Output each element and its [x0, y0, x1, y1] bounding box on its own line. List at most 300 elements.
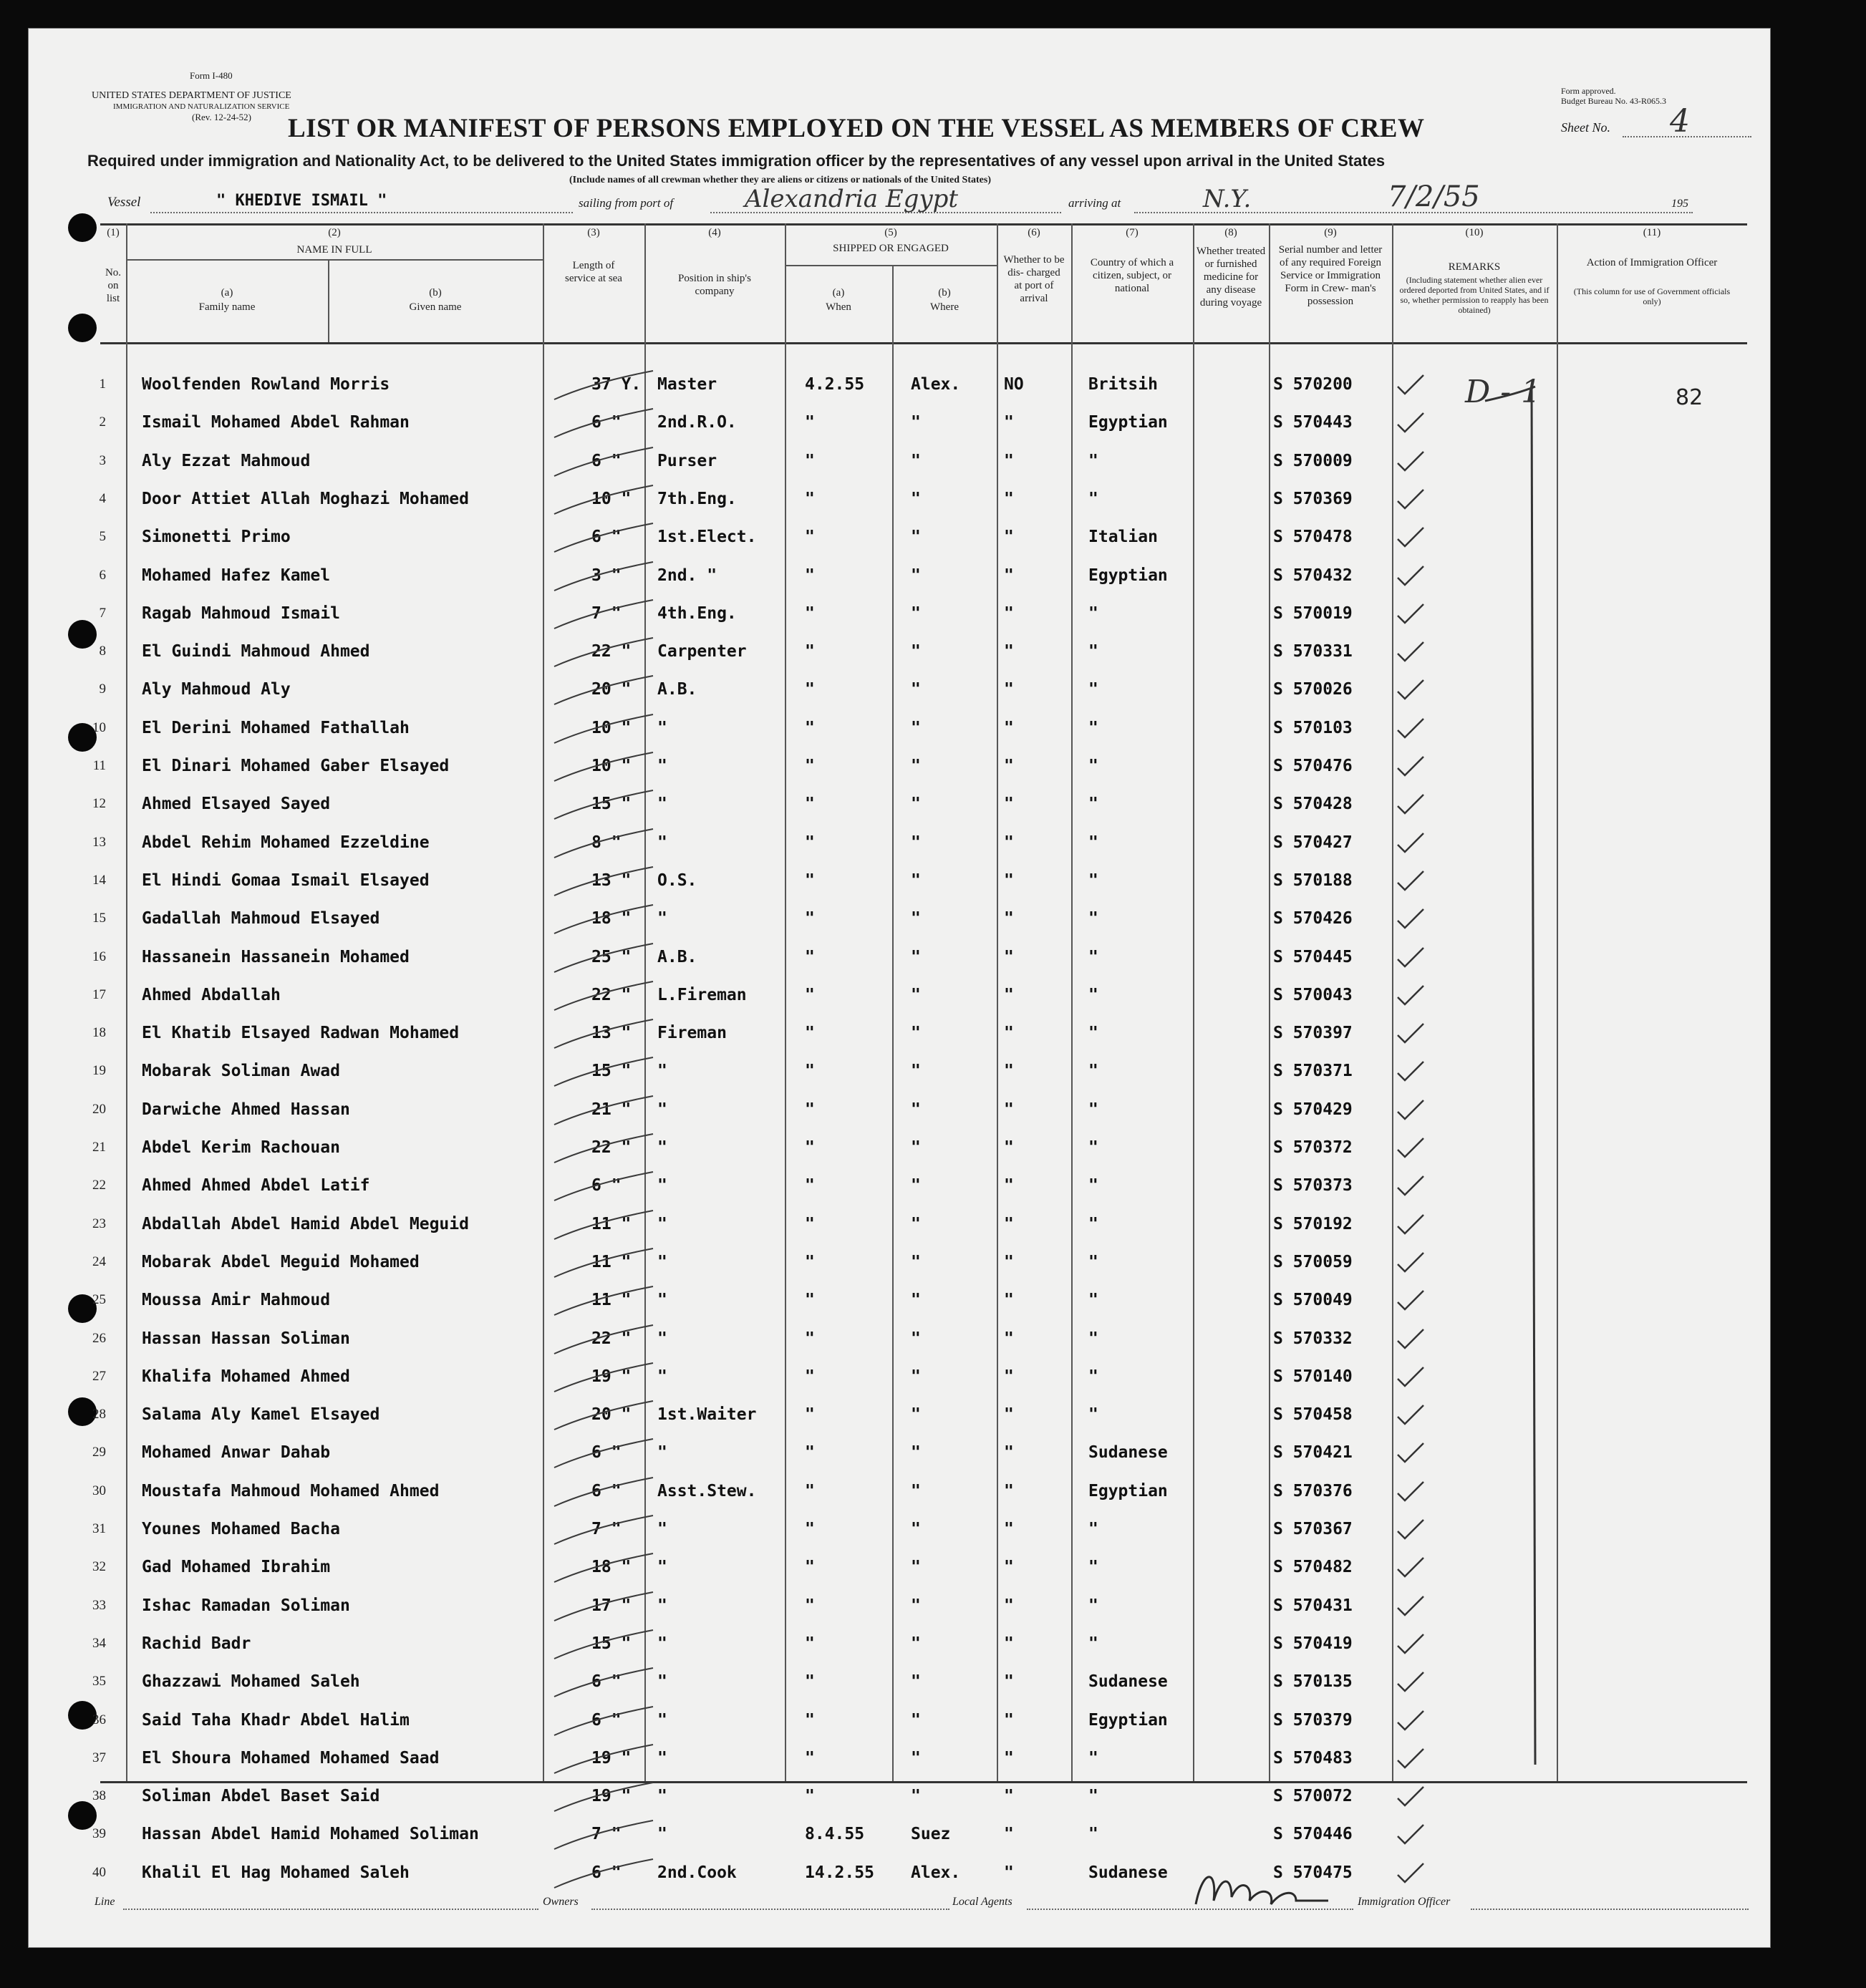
discharged: " — [1004, 642, 1014, 661]
col-5a: (a) — [832, 287, 845, 299]
discharged: " — [1004, 1252, 1014, 1271]
col-8-number: (8) — [1224, 227, 1237, 238]
vessel-line — [150, 212, 573, 213]
row-number: 12 — [92, 796, 106, 812]
shipped-where: " — [911, 413, 921, 432]
shipped-where: " — [911, 871, 921, 890]
ship-position: " — [657, 1214, 667, 1233]
row-number: 28 — [92, 1407, 106, 1422]
row-number: 26 — [92, 1330, 106, 1346]
crew-name: Ahmed Ahmed Abdel Latif — [142, 1176, 370, 1196]
col-1-number: (1) — [107, 227, 120, 238]
shipped-when: " — [805, 566, 815, 585]
shipped-where: " — [911, 1291, 921, 1310]
arriving-label: arriving at — [1068, 196, 1121, 210]
serial-number: S 570428 — [1273, 795, 1353, 814]
crew-name: Aly Ezzat Mahmoud — [142, 451, 311, 470]
country: " — [1088, 1138, 1098, 1157]
country: " — [1088, 1367, 1098, 1386]
discharged: " — [1004, 1024, 1014, 1043]
country: " — [1088, 909, 1098, 928]
shipped-when: " — [805, 603, 815, 623]
discharged: " — [1004, 680, 1014, 699]
footer-line-label: Line — [95, 1896, 115, 1908]
length-of-service: 22 " — [591, 1329, 632, 1348]
vessel-name: " KHEDIVE ISMAIL " — [216, 192, 387, 210]
length-of-service: 10 " — [591, 718, 632, 737]
row-number: 35 — [92, 1674, 106, 1689]
length-of-service: 6 " — [591, 528, 622, 547]
serial-number: S 570429 — [1273, 1100, 1353, 1119]
pen-stroke — [550, 1436, 657, 1472]
country: " — [1088, 1252, 1098, 1271]
row-number: 30 — [92, 1483, 106, 1498]
discharged: " — [1004, 1329, 1014, 1348]
shipped-when: " — [805, 413, 815, 432]
country: " — [1088, 1596, 1098, 1615]
footer-officer-label: Immigration Officer — [1358, 1896, 1451, 1908]
shipped-when: " — [805, 833, 815, 852]
pen-stroke — [550, 1475, 657, 1511]
country: " — [1088, 1100, 1098, 1119]
shipped-when: " — [805, 680, 815, 699]
row-number: 34 — [92, 1635, 106, 1651]
length-of-service: 18 " — [591, 1558, 632, 1577]
shipped-when: " — [805, 1748, 815, 1768]
discharged: " — [1004, 833, 1014, 852]
row-number: 15 — [92, 911, 106, 926]
row-number: 20 — [92, 1101, 106, 1117]
ship-position: 4th.Eng. — [657, 603, 737, 623]
shipped-where: Alex. — [911, 1863, 961, 1882]
shipped-where: " — [911, 757, 921, 775]
shipped-where: " — [911, 909, 921, 928]
country: " — [1088, 757, 1098, 775]
country: " — [1088, 1520, 1098, 1538]
row-number: 6 — [99, 567, 106, 583]
shipped-when: 4.2.55 — [805, 375, 865, 394]
pen-stroke — [550, 979, 657, 1014]
crew-name: Khalifa Mohamed Ahmed — [142, 1367, 350, 1386]
discharged: " — [1004, 1138, 1014, 1157]
shipped-when: " — [805, 757, 815, 775]
footer-agents-label: Local Agents — [952, 1896, 1012, 1908]
crew-name: Woolfenden Rowland Morris — [142, 375, 390, 394]
row-number: 25 — [92, 1292, 106, 1308]
serial-number: S 570019 — [1273, 603, 1353, 623]
length-of-service: 20 " — [591, 1405, 632, 1425]
row-number: 16 — [92, 949, 106, 964]
ship-position: " — [657, 1710, 667, 1730]
shipped-where: " — [911, 451, 921, 470]
table-row — [29, 1825, 1747, 1853]
manifest-sheet — [29, 29, 1770, 1947]
country: " — [1088, 1558, 1098, 1577]
pen-stroke — [550, 1780, 657, 1815]
serial-number: S 570059 — [1273, 1252, 1353, 1271]
ship-position: Master — [657, 375, 717, 394]
shipped-where: " — [911, 1634, 921, 1653]
serial-number: S 570369 — [1273, 489, 1353, 508]
serial-number: S 570445 — [1273, 947, 1353, 966]
serial-number: S 570432 — [1273, 566, 1353, 585]
pen-stroke — [550, 1322, 657, 1358]
discharged: " — [1004, 1596, 1014, 1615]
footer-owners-label: Owners — [543, 1896, 579, 1908]
crew-name: Mohamed Hafez Kamel — [142, 566, 331, 585]
ship-position: Purser — [657, 451, 717, 470]
shipped-when: " — [805, 489, 815, 508]
shipped-when: " — [805, 1329, 815, 1348]
shipped-where: " — [911, 489, 921, 508]
shipped-when: " — [805, 642, 815, 661]
row-number: 19 — [92, 1063, 106, 1079]
row-number: 5 — [99, 529, 106, 545]
country: Britsih — [1088, 375, 1158, 394]
row-number: 33 — [92, 1597, 106, 1613]
shipped-where: " — [911, 947, 921, 966]
discharged: " — [1004, 1100, 1014, 1119]
serial-number: S 570446 — [1273, 1825, 1353, 1844]
pen-stroke — [550, 1284, 657, 1319]
col-remarks: REMARKS — [1448, 261, 1501, 273]
pen-stroke — [550, 1513, 657, 1548]
shipped-where: " — [911, 1405, 921, 1425]
row-number: 11 — [92, 758, 106, 773]
shipped-where: " — [911, 1100, 921, 1119]
length-of-service: 15 " — [591, 1062, 632, 1081]
action-mark: 82 — [1676, 385, 1703, 410]
discharged: " — [1004, 1558, 1014, 1577]
pen-stroke — [550, 1054, 657, 1090]
col-11-number: (11) — [1643, 227, 1661, 238]
ship-position: A.B. — [657, 947, 697, 966]
crew-name: Salama Aly Kamel Elsayed — [142, 1405, 380, 1425]
serial-number: S 570332 — [1273, 1329, 1353, 1348]
col-2-number: (2) — [328, 227, 341, 238]
discharged: " — [1004, 1863, 1014, 1882]
shipped-subrule — [786, 265, 997, 266]
shipped-where: " — [911, 528, 921, 547]
col-name-in-full: NAME IN FULL — [296, 244, 372, 256]
country: " — [1088, 451, 1098, 470]
serial-number: S 570372 — [1273, 1138, 1353, 1157]
length-of-service: 6 " — [591, 451, 622, 470]
crew-name: Mobarak Soliman Awad — [142, 1062, 340, 1081]
ship-position: 1st.Elect. — [657, 528, 757, 547]
country: Sudanese — [1088, 1863, 1168, 1882]
crew-name: Ghazzawi Mohamed Saleh — [142, 1672, 360, 1692]
discharged: " — [1004, 1710, 1014, 1730]
col-no-on-list: No. on list — [105, 267, 122, 304]
port-of-sailing: Alexandria Egypt — [745, 185, 959, 213]
serial-number: S 570043 — [1273, 985, 1353, 1004]
length-of-service: 13 " — [591, 871, 632, 890]
revision: (Rev. 12-24-52) — [192, 112, 251, 122]
pen-stroke — [550, 1742, 657, 1778]
discharged: " — [1004, 1443, 1014, 1463]
length-of-service: 22 " — [591, 1138, 632, 1157]
serial-number: S 570483 — [1273, 1748, 1353, 1768]
serial-number: S 570443 — [1273, 413, 1353, 432]
country: Egyptian — [1088, 566, 1168, 585]
form-number: Form I-480 — [190, 70, 233, 81]
ship-position: Fireman — [657, 1024, 727, 1043]
shipped-where: " — [911, 1443, 921, 1463]
row-number: 38 — [92, 1788, 106, 1804]
serial-number: S 570426 — [1273, 909, 1353, 928]
length-of-service: 7 " — [591, 1825, 622, 1844]
col-country: Country of which a citizen, subject, or national — [1090, 257, 1174, 294]
crew-name: Ishac Ramadan Soliman — [142, 1596, 350, 1615]
crew-name: Rachid Badr — [142, 1634, 251, 1653]
col-7-number: (7) — [1126, 227, 1139, 238]
shipped-when: " — [805, 1558, 815, 1577]
col-serial: Serial number and letter of any required Foreign Service or Immigration Form in Crew- man's possession — [1278, 244, 1383, 307]
shipped-when: " — [805, 451, 815, 470]
ship-position: " — [657, 833, 667, 852]
country: " — [1088, 642, 1098, 661]
discharged: " — [1004, 947, 1014, 966]
length-of-service: 13 " — [591, 1024, 632, 1043]
check-mark-icon — [1395, 1822, 1426, 1846]
shipped-when: " — [805, 1596, 815, 1615]
col-action-note: (This column for use of Government officials only) — [1573, 286, 1731, 306]
crew-name: El Khatib Elsayed Radwan Mohamed — [142, 1024, 460, 1043]
crew-name: Ragab Mahmoud Ismail — [142, 603, 340, 623]
crew-name: El Dinari Mohamed Gaber Elsayed — [142, 757, 450, 775]
col-4-number: (4) — [708, 227, 721, 238]
crew-name: Darwiche Ahmed Hassan — [142, 1100, 350, 1119]
col-position: Position in ship's company — [678, 273, 751, 297]
ship-position: " — [657, 1443, 667, 1463]
discharged: " — [1004, 1405, 1014, 1425]
country: " — [1088, 985, 1098, 1004]
row-number: 3 — [99, 452, 106, 468]
discharged: " — [1004, 1634, 1014, 1653]
length-of-service: 15 " — [591, 1634, 632, 1653]
shipped-where: " — [911, 1176, 921, 1196]
length-of-service: 18 " — [591, 909, 632, 928]
crew-name: Simonetti Primo — [142, 528, 291, 547]
discharged: " — [1004, 1787, 1014, 1806]
shipped-when: " — [805, 1710, 815, 1730]
shipped-where: " — [911, 1558, 921, 1577]
form-approved: Form approved. — [1561, 86, 1616, 96]
pen-stroke — [550, 1627, 657, 1663]
pen-stroke — [550, 902, 657, 938]
pen-stroke — [550, 1704, 657, 1740]
length-of-service: 8 " — [591, 833, 622, 852]
check-mark-icon — [1395, 1861, 1426, 1885]
shipped-when: " — [805, 947, 815, 966]
remarks-bracket — [1392, 344, 1557, 1783]
ship-position: " — [657, 1596, 667, 1615]
shipped-when: " — [805, 1405, 815, 1425]
country: " — [1088, 1405, 1098, 1425]
shipped-where: " — [911, 1710, 921, 1730]
length-of-service: 22 " — [591, 985, 632, 1004]
length-of-service: 6 " — [591, 1443, 622, 1463]
country: " — [1088, 1291, 1098, 1310]
discharged: " — [1004, 1672, 1014, 1692]
col-action: Action of Immigration Officer — [1586, 257, 1718, 268]
country: " — [1088, 1329, 1098, 1348]
serial-number: S 570049 — [1273, 1291, 1353, 1310]
serial-number: S 570397 — [1273, 1024, 1353, 1043]
length-of-service: 15 " — [591, 795, 632, 814]
length-of-service: 11 " — [591, 1252, 632, 1271]
length-of-service: 37 Y. — [591, 375, 642, 394]
row-number: 17 — [92, 986, 106, 1002]
pen-stroke — [550, 826, 657, 862]
length-of-service: 11 " — [591, 1214, 632, 1233]
discharged: " — [1004, 451, 1014, 470]
ship-position: " — [657, 757, 667, 775]
vessel-label: Vessel — [107, 195, 141, 210]
discharged: " — [1004, 795, 1014, 814]
discharged: " — [1004, 1176, 1014, 1196]
serial-number: S 570373 — [1273, 1176, 1353, 1196]
ship-position: " — [657, 1825, 667, 1844]
crew-name: El Derini Mohamed Fathallah — [142, 718, 410, 737]
ship-position: O.S. — [657, 871, 697, 890]
ship-position: L.Fireman — [657, 985, 747, 1004]
ship-position: " — [657, 1176, 667, 1196]
shipped-when: " — [805, 871, 815, 890]
footer-officer-rule — [1471, 1909, 1749, 1910]
col-6-number: (6) — [1028, 227, 1040, 238]
pen-stroke — [550, 1856, 657, 1892]
col-3-number: (3) — [587, 227, 600, 238]
shipped-when: " — [805, 1024, 815, 1043]
col-2a: (a) — [221, 287, 233, 299]
row-number: 22 — [92, 1178, 106, 1193]
row-number: 24 — [92, 1254, 106, 1269]
shipped-when: " — [805, 1367, 815, 1386]
ship-position: " — [657, 795, 667, 814]
pen-stroke — [550, 635, 657, 671]
country: " — [1088, 1176, 1098, 1196]
shipped-where: " — [911, 1214, 921, 1233]
serial-number: S 570419 — [1273, 1634, 1353, 1653]
discharged: " — [1004, 1367, 1014, 1386]
length-of-service: 19 " — [591, 1787, 632, 1806]
shipped-when: 14.2.55 — [805, 1863, 874, 1882]
ship-position: Asst.Stew. — [657, 1481, 757, 1500]
country: Sudanese — [1088, 1672, 1168, 1692]
page-subtitle: Required under immigration and Nationality Act, to be delivered to the United States immigration officer by the representatives of any vessel upon arrival in the United States — [87, 152, 1386, 170]
col-2b: (b) — [429, 287, 442, 299]
pen-stroke — [550, 1589, 657, 1625]
serial-number: S 570421 — [1273, 1443, 1353, 1463]
discharged: " — [1004, 1062, 1014, 1081]
shipped-when: " — [805, 909, 815, 928]
country: " — [1088, 680, 1098, 699]
country: " — [1088, 1024, 1098, 1043]
ship-position: " — [657, 1787, 667, 1806]
row-number: 8 — [99, 644, 106, 659]
discharged: " — [1004, 718, 1014, 737]
row-number: 14 — [92, 872, 106, 888]
serial-number: S 570379 — [1273, 1710, 1353, 1730]
row-number: 27 — [92, 1368, 106, 1384]
length-of-service: 6 " — [591, 1710, 622, 1730]
ship-position: " — [657, 1748, 667, 1768]
sheet-number: 4 — [1670, 103, 1690, 140]
col-length-service: Length of service at sea — [565, 260, 622, 284]
pen-stroke — [550, 712, 657, 747]
col-family-name: Family name — [198, 301, 256, 313]
crew-name: Abdallah Abdel Hamid Abdel Meguid — [142, 1214, 469, 1233]
serial-number: S 570367 — [1273, 1520, 1353, 1538]
length-of-service: 6 " — [591, 1481, 622, 1500]
serial-number: S 570103 — [1273, 718, 1353, 737]
pen-stroke — [550, 864, 657, 900]
shipped-when: " — [805, 1291, 815, 1310]
row-number: 23 — [92, 1216, 106, 1231]
service: IMMIGRATION AND NATURALIZATION SERVICE — [113, 102, 290, 111]
serial-number: S 570482 — [1273, 1558, 1353, 1577]
pen-stroke — [550, 520, 657, 556]
ship-position: 2nd. " — [657, 566, 717, 585]
crew-name: Khalil El Hag Mohamed Saleh — [142, 1863, 410, 1882]
shipped-when: " — [805, 1214, 815, 1233]
ship-position: " — [657, 718, 667, 737]
length-of-service: 3 " — [591, 566, 622, 585]
ship-position: " — [657, 1634, 667, 1653]
country: Egyptian — [1088, 1481, 1168, 1500]
shipped-when: " — [805, 718, 815, 737]
country: " — [1088, 1214, 1098, 1233]
arrival-date: 7/2/55 — [1388, 180, 1480, 213]
name-subrule — [127, 259, 543, 261]
page-title: LIST OR MANIFEST OF PERSONS EMPLOYED ON THE VESSEL AS MEMBERS OF CREW — [288, 114, 1425, 143]
shipped-when: " — [805, 1481, 815, 1500]
ship-position: " — [657, 1520, 667, 1538]
discharged: " — [1004, 1291, 1014, 1310]
pen-stroke — [550, 406, 657, 442]
serial-number: S 570192 — [1273, 1214, 1353, 1233]
ship-position: 2nd.R.O. — [657, 413, 737, 432]
shipped-where: " — [911, 1596, 921, 1615]
length-of-service: 17 " — [591, 1596, 632, 1615]
country: Sudanese — [1088, 1443, 1168, 1463]
serial-number: S 570188 — [1273, 871, 1353, 890]
serial-number: S 570331 — [1273, 642, 1353, 661]
discharged: " — [1004, 1481, 1014, 1500]
shipped-when: " — [805, 985, 815, 1004]
length-of-service: 7 " — [591, 1520, 622, 1538]
shipped-when: " — [805, 1520, 815, 1538]
discharged: NO — [1004, 375, 1024, 394]
table-row — [29, 1787, 1747, 1815]
country: " — [1088, 795, 1098, 814]
length-of-service: 22 " — [591, 642, 632, 661]
shipped-when: 8.4.55 — [805, 1825, 865, 1844]
length-of-service: 25 " — [591, 947, 632, 966]
crew-name: Aly Mahmoud Aly — [142, 680, 291, 699]
pen-stroke — [550, 941, 657, 976]
country: " — [1088, 833, 1098, 852]
shipped-where: " — [911, 680, 921, 699]
discharged: " — [1004, 1825, 1014, 1844]
shipped-where: " — [911, 1520, 921, 1538]
pen-stroke — [550, 750, 657, 785]
pen-stroke — [550, 1169, 657, 1205]
ship-position: Carpenter — [657, 642, 747, 661]
country: " — [1088, 1825, 1098, 1844]
